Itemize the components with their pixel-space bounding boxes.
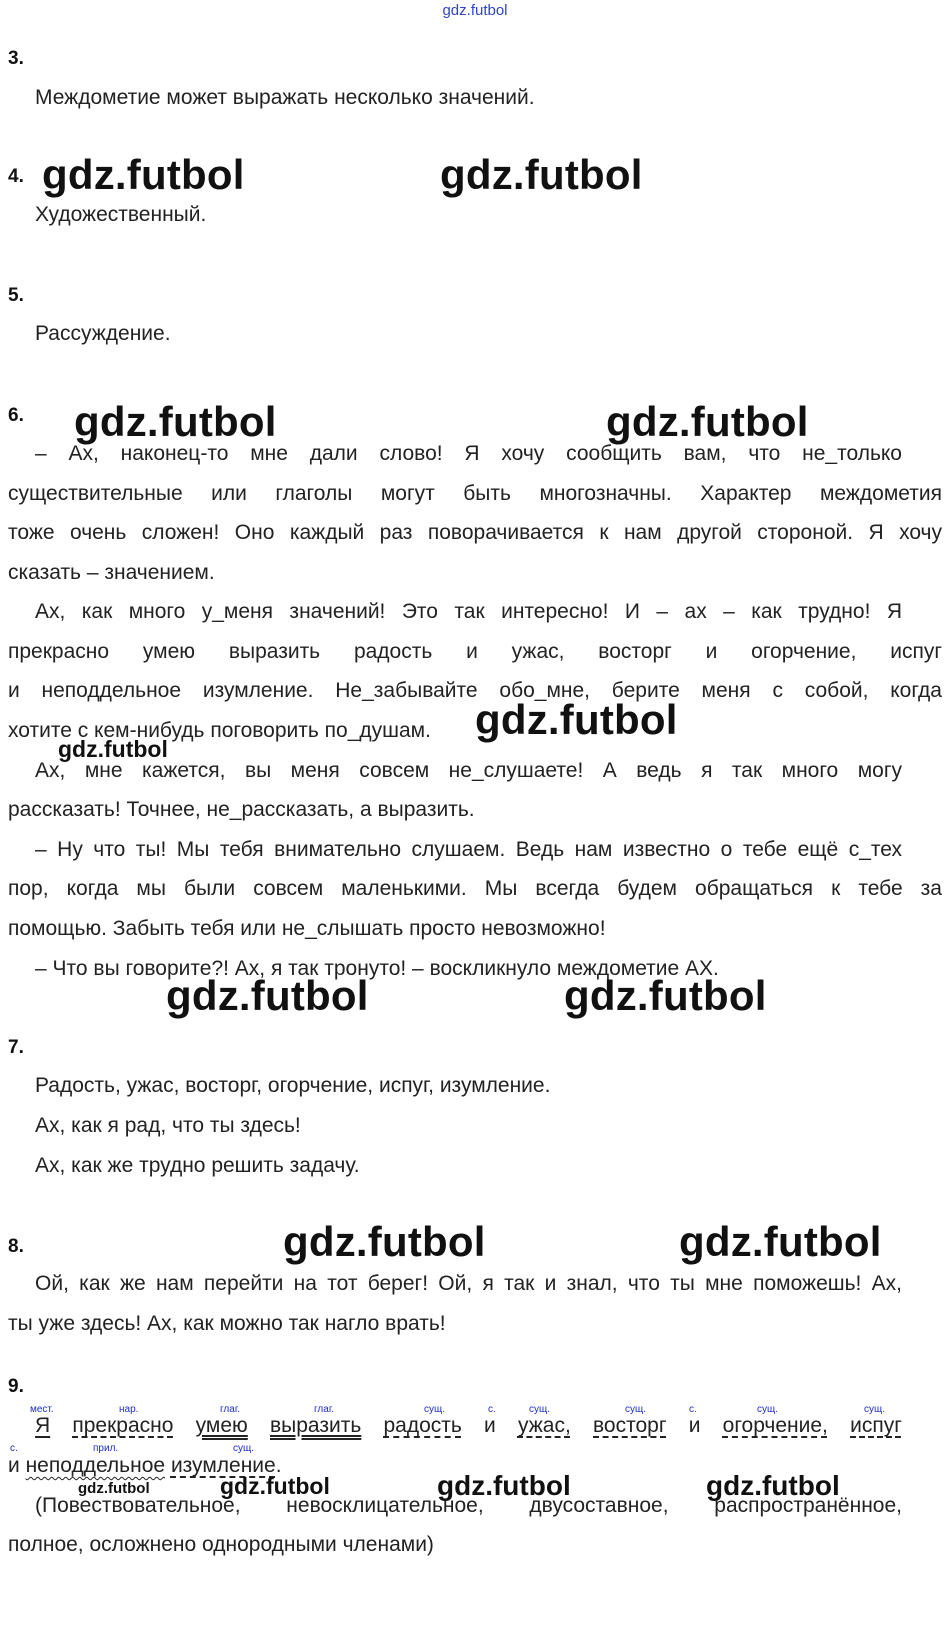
section-number-8: 8. bbox=[8, 1236, 24, 1257]
predicate-word: выразить bbox=[269, 1414, 362, 1437]
grammar-tag: мест. bbox=[30, 1404, 54, 1415]
grammar-tag: глаг. bbox=[220, 1404, 241, 1415]
watermark: gdz.futbol bbox=[42, 151, 245, 198]
grammar-tag: с. bbox=[488, 1404, 496, 1415]
section-number-7: 7. bbox=[8, 1037, 24, 1058]
object-word: испуг bbox=[850, 1414, 902, 1437]
section-5-text: Рассуждение. bbox=[35, 322, 171, 345]
section-6-line: – Ну что ты! Мы тебя внимательно слушаем. Ведь нам известно о тебе ещё с_тех bbox=[35, 838, 902, 861]
watermark: gdz.futbol bbox=[606, 398, 809, 445]
section-number-3: 3. bbox=[8, 48, 24, 69]
grammar-tag: глаг. bbox=[314, 1404, 335, 1415]
watermark: gdz.futbol bbox=[564, 972, 767, 1019]
watermark: gdz.futbol bbox=[283, 1218, 486, 1265]
section-6-line: – Что вы говорите?! Ах, я так тронуто! – воскликнуло междометие АХ. bbox=[35, 957, 719, 980]
conjunction-word: и bbox=[688, 1414, 701, 1437]
watermark-small: gdz.futbol bbox=[58, 736, 168, 762]
sentence-characteristics-line: (Повествовательное, невосклицательное, двусоставное, распространённое, bbox=[35, 1494, 902, 1517]
section-6-line: хотите с кем-нибудь поговорить по_душам. bbox=[8, 719, 431, 742]
section-7-line: Ах, как я рад, что ты здесь! bbox=[35, 1114, 301, 1137]
object-word: ужас, bbox=[517, 1414, 571, 1437]
section-6-line: Ах, мне кажется, вы меня совсем не_слушаете! А ведь я так много могу bbox=[35, 759, 902, 782]
section-6-line: сказать – значением. bbox=[8, 561, 215, 584]
grammar-tag: сущ. bbox=[233, 1443, 255, 1454]
grammar-tag: сущ. bbox=[757, 1404, 779, 1415]
grammar-tag: нар. bbox=[119, 1404, 139, 1415]
object-word: изумление bbox=[170, 1454, 276, 1477]
grammar-tag: сущ. bbox=[529, 1404, 551, 1415]
section-number-5: 5. bbox=[8, 285, 24, 306]
watermark-tiny: gdz.futbol bbox=[78, 1480, 150, 1497]
watermark-small: gdz.futbol bbox=[706, 1470, 840, 1501]
attribute-word: неподдельное bbox=[25, 1454, 166, 1477]
section-number-6: 6. bbox=[8, 405, 24, 426]
object-word: восторг bbox=[593, 1414, 667, 1437]
section-8-line: Ой, как же нам перейти на тот берег! Ой, я так и знал, что ты мне поможешь! Ах, bbox=[35, 1272, 902, 1295]
grammar-tag: с. bbox=[10, 1443, 18, 1454]
conjunction-word: и bbox=[8, 1454, 20, 1477]
section-4-text: Художественный. bbox=[35, 203, 207, 226]
object-word: огорчение, bbox=[722, 1414, 828, 1437]
section-number-9: 9. bbox=[8, 1376, 24, 1397]
section-6-line: прекрасно умею выразить радость и ужас, восторг и огорчение, испуг bbox=[8, 640, 942, 663]
watermark: gdz.futbol bbox=[679, 1218, 882, 1265]
section-6-line: Ах, как много у_меня значений! Это так интересно! И – ах – как трудно! Я bbox=[35, 600, 902, 623]
section-number-4: 4. bbox=[8, 166, 24, 187]
watermark: gdz.futbol bbox=[475, 696, 678, 743]
grammar-tag: прил. bbox=[93, 1443, 119, 1454]
watermark: gdz.futbol bbox=[166, 972, 369, 1019]
sentence-characteristics-line: полное, осложнено однородными членами) bbox=[8, 1533, 434, 1556]
watermark: gdz.futbol bbox=[74, 398, 277, 445]
conjunction-word: и bbox=[484, 1414, 496, 1437]
watermark-small: gdz.futbol bbox=[220, 1473, 330, 1499]
adverbial-word: прекрасно bbox=[72, 1414, 174, 1437]
section-6-line: пор, когда мы были совсем маленькими. Мы всегда будем обращаться к тебе за bbox=[8, 877, 942, 900]
watermark-small: gdz.futbol bbox=[437, 1470, 571, 1501]
section-6-line: тоже очень сложен! Оно каждый раз поворачивается к нам другой стороной. Я хочу bbox=[8, 521, 942, 544]
watermark: gdz.futbol bbox=[440, 151, 643, 198]
object-word: радость bbox=[383, 1414, 462, 1437]
grammar-tag: с. bbox=[689, 1404, 697, 1415]
section-7-line: Радость, ужас, восторг, огорчение, испуг, изумление. bbox=[35, 1074, 551, 1097]
sentence-period: . bbox=[275, 1454, 282, 1477]
section-6-line: существительные или глаголы могут быть многозначны. Характер междометия bbox=[8, 482, 942, 505]
analysed-sentence-line-1 bbox=[35, 1412, 902, 1440]
section-7-line: Ах, как же трудно решить задачу. bbox=[35, 1154, 360, 1177]
section-3-text: Междометие может выражать несколько значений. bbox=[35, 86, 535, 109]
grammar-tag: сущ. bbox=[864, 1404, 886, 1415]
section-6-line: рассказать! Точнее, не_рассказать, а выразить. bbox=[8, 798, 475, 821]
grammar-tag: сущ. bbox=[625, 1404, 647, 1415]
section-8-line: ты уже здесь! Ах, как можно так нагло врать! bbox=[8, 1312, 446, 1335]
subject-word: Я bbox=[35, 1414, 51, 1437]
section-6-line: – Ах, наконец-то мне дали слово! Я хочу сообщить вам, что не_только bbox=[35, 442, 902, 465]
section-6-line: помощью. Забыть тебя или не_слышать просто невозможно! bbox=[8, 917, 606, 940]
section-6-line: и неподдельное изумление. Не_забывайте обо_мне, берите меня с собой, когда bbox=[8, 679, 942, 702]
predicate-word: умею bbox=[195, 1414, 248, 1437]
top-watermark: gdz.futbol bbox=[442, 2, 508, 19]
grammar-tag: сущ. bbox=[424, 1404, 446, 1415]
